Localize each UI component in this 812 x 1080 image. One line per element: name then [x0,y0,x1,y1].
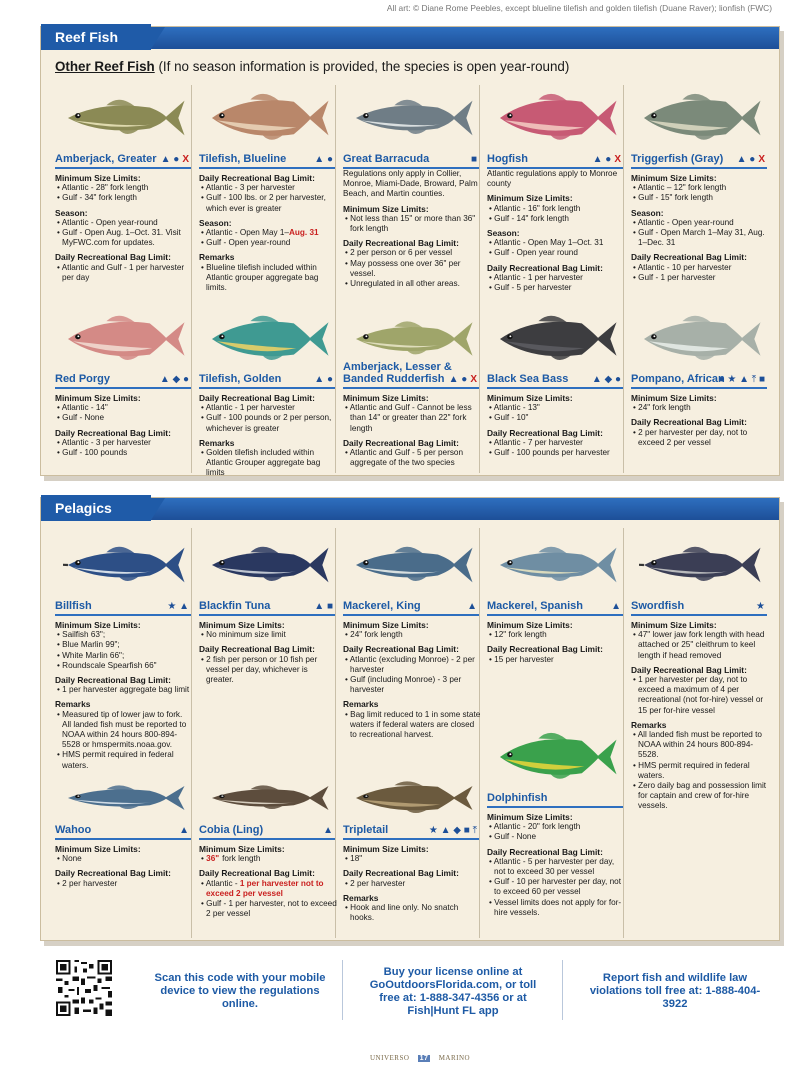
fish-illustration [495,536,619,599]
field-heading: Remarks [199,437,235,448]
field-heading: Daily Recreational Bag Limit: [55,675,171,686]
field-heading: Minimum Size Limits: [55,173,141,183]
regulation-icons: ★ ▲ [167,601,189,612]
art-credit: All art: © Diane Rome Peebles, except blueline tilefish and golden tilefish (Duane Raver); lionfish (FWC) [386,3,772,13]
bullet-item: • Atlantic - Open May 1–Aug. 31 [199,228,337,238]
field-heading: Minimum Size Limits: [343,620,429,630]
bullet-item: • Unregulated in all other areas. [343,279,481,289]
bullet-item: • 24" fork length [343,630,481,640]
field-heading: Minimum Size Limits: [631,173,717,183]
field-heading: Daily Recreational Bag Limit: [55,252,171,263]
bullet-item: • Gulf - Open year round [487,248,625,258]
fish-illustration [639,536,763,599]
section-subheading: Other Reef Fish (If no season information is provided, the species is open year-round) [55,59,570,74]
fish-illustration [495,728,619,791]
species-name: Great Barracuda [343,153,430,165]
species-name: Mackerel, Spanish [487,600,583,612]
species-name: Mackerel, King [343,600,421,612]
bullet-item: • HMS permit required in federal waters. [55,750,193,770]
closed-season-icon: X [614,154,621,165]
species-name: Pompano, African [631,373,725,385]
field-heading: Remarks [199,252,235,263]
regulation-icons: ▲ ● X [592,154,621,165]
fish-illustration [207,536,331,599]
bullet-item: • Golden tilefish included within Atlantic Grouper aggregate bag limits [199,448,337,479]
regulation-icons: ▲ [467,601,477,612]
regulation-details [55,389,193,458]
bullet-item: • Atlantic - Open year-round [631,218,769,228]
regulation-details [55,840,193,889]
field-heading: Daily Recreational Bag Limit: [343,868,459,879]
field-heading: Daily Recreational Bag Limit: [199,644,315,655]
species-name: Hogfish [487,153,528,165]
species-name: Dolphinfish [487,792,548,804]
field-heading: Remarks [343,892,379,903]
qr-code[interactable] [54,958,114,1018]
bullet-item: • Atlantic - 3 per harvester [55,438,193,448]
field-heading: Minimum Size Limits: [343,203,429,214]
bullet-item: • Atlantic - 1 per harvester [199,403,337,413]
bullet-item: • Sailfish 63"; [55,630,193,640]
field-heading: Minimum Size Limits: [55,393,141,403]
field-heading: Season: [199,217,232,228]
fish-illustration [63,536,187,599]
closed-season-icon: X [470,374,477,385]
pelagics-panel [40,497,780,941]
fish-illustration [63,778,187,823]
fish-illustration [351,778,475,823]
regulation-details [487,169,625,293]
field-heading: Daily Recreational Bag Limit: [631,664,747,675]
bullet-item: • Gulf - Open March 1–May 31, Aug. 1–Dec. 31 [631,228,769,248]
regulation-details [343,616,481,740]
bullet-item: • Gulf - 100 lbs. or 2 per harvester, which ever is greater [199,193,337,213]
bullet-item: • Gulf - None [487,832,625,842]
field-heading: Minimum Size Limits: [55,620,141,630]
scan-instructions: Scan this code with your mobile device to view the regulations online. [154,972,326,1010]
bullet-item: • 36" fork length [199,854,337,864]
field-heading: Minimum Size Limits: [199,620,285,630]
field-heading: Remarks [343,699,379,710]
bullet-item: • Gulf - 1 per harvester [631,273,769,283]
species-name: Black Sea Bass [487,373,569,385]
field-heading: Daily Recreational Bag Limit: [631,252,747,263]
footer [40,956,780,1030]
bullet-item: • Not less than 15" or more than 36" fork length [343,214,481,234]
field-heading: Minimum Size Limits: [343,844,429,854]
bullet-item: • Atlantic - 3 per harvester [199,183,337,193]
regulation-details [487,808,625,918]
species-name: Cobia (Ling) [199,824,264,836]
field-heading: Remarks [631,719,667,730]
regulation-icons: ▲ [611,601,621,612]
bullet-item: • Atlantic - 5 per harvester per day, not to exceed 30 per vessel [487,857,625,877]
species-name: Red Porgy [55,373,111,385]
field-heading: Minimum Size Limits: [487,812,573,822]
bullet-item: • 2 fish per person or 10 fish per vessel per day, whichever is greater. [199,655,337,686]
field-heading: Daily Recreational Bag Limit: [343,437,459,448]
regulation-icons: ▲ ● X [448,374,477,385]
field-heading: Daily Recreational Bag Limit: [55,868,171,879]
bullet-item: • Gulf - 100 pounds [55,448,193,458]
field-heading: Season: [487,228,520,239]
regulation-icons: ● ★ ▲ ⤒ ■ [718,374,765,385]
bullet-item: • Blue Marlin 99"; [55,640,193,650]
field-heading: Remarks [55,699,91,710]
regulation-icons: ★ [756,601,765,612]
regulation-icons: ▲ [323,825,333,836]
bullet-item: • 18" [343,854,481,864]
regulation-details [55,616,193,771]
regulation-icons: ★ ▲ ◆ ■ ⤒ [428,825,477,836]
bullet-item: • Atlantic - 1 per harvester not to exceed 2 per vessel [199,879,337,899]
bullet-item: • 2 per person or 6 per vessel [343,248,481,258]
regulation-details [199,169,337,293]
regulation-icons: ▲ [179,825,189,836]
bullet-item: • 15 per harvester [487,655,625,665]
bullet-item: • Gulf - 100 pounds or 2 per person, whichever is greater [199,413,337,433]
species-name: Tripletail [343,824,389,836]
field-heading: Daily Recreational Bag Limit: [487,644,603,655]
bullet-item: • Atlantic - 14" [55,403,193,413]
bullet-item: • Atlantic and Gulf - 1 per harvester per day [55,263,193,283]
bullet-item: • Atlantic - 13" [487,403,625,413]
page-number: 17 [419,1055,429,1062]
field-heading: Daily Recreational Bag Limit: [55,427,171,438]
fish-illustration [495,89,619,152]
bullet-item: • White Marlin 66"; [55,651,193,661]
regulation-details [343,389,481,468]
bullet-item: • Gulf - 5 per harvester [487,283,625,293]
fish-illustration [207,89,331,152]
closed-season-icon: X [182,154,189,165]
bullet-item: • Atlantic and Gulf - 5 per person aggregate of the two species [343,448,481,468]
fish-illustration [351,89,475,152]
bullet-item: • Gulf - 15" fork length [631,193,769,203]
field-heading: Daily Recreational Bag Limit: [631,417,747,428]
bullet-item: • Blueline tilefish included within Atlantic grouper aggregate bag limits. [199,263,337,294]
bullet-item: • Roundscale Spearfish 66" [55,661,193,671]
species-name: Blackfin Tuna [199,600,271,612]
bullet-item: • Gulf - 10 per harvester per day, not to exceed 60 per vessel [487,877,625,897]
field-heading: Minimum Size Limits: [487,393,573,403]
bullet-item: • All landed fish must be reported to NOAA within 24 hours 800-894-5528. [631,730,769,761]
bullet-item: • 1 per harvester per day, not to exceed a maximum of 4 per recreational (not for-hire) vessel or 15 per for-hire vessel [631,675,769,716]
field-heading: Minimum Size Limits: [55,844,141,854]
license-info: Buy your license online at GoOutdoorsFlorida.com, or toll free at: 1-888-347-4356 or at Fish|Hunt FL app [369,966,537,1017]
bullet-item: • Atlantic - 7 per harvester [487,438,625,448]
bullet-item: • Atlantic - 16" fork length [487,204,625,214]
regulation-icons: ▲ ■ [314,601,333,612]
field-heading: Daily Recreational Bag Limit: [487,846,603,857]
bullet-item: • None [55,854,193,864]
field-heading: Minimum Size Limits: [343,393,429,403]
regulation-details [487,616,625,665]
bullet-item: • HMS permit required in federal waters. [631,761,769,781]
bullet-item: • 2 per harvester [55,879,193,889]
regulation-icons: ▲ ● [314,374,333,385]
bullet-item: • 1 per harvester aggregate bag limit [55,685,193,695]
regulation-details [199,389,337,479]
field-heading: Minimum Size Limits: [631,393,717,403]
regulation-details [343,169,481,289]
bullet-item: • 47" lower jaw fork length with head attached or 25" cleithrum to keel length if head removed [631,630,769,661]
bullet-item: • Atlantic - 20" fork length [487,822,625,832]
bullet-item: • Hook and line only. No snatch hooks. [343,903,481,923]
regulation-details [631,616,769,812]
regulation-icons: ▲ ● X [736,154,765,165]
field-heading: Minimum Size Limits: [199,844,285,854]
species-name: Triggerfish (Gray) [631,153,724,165]
bullet-item: • Atlantic - 10 per harvester [631,263,769,273]
species-name: Wahoo [55,824,92,836]
report-violations: Report fish and wildlife law violations toll free at: 1-888-404-3922 [589,972,761,1010]
bullet-item: • Gulf - 34" fork length [55,193,193,203]
bullet-item: • Measured tip of lower jaw to fork. All landed fish must be reported to NOAA within 24 hours 800-894-5528 or hmspermits.noaa.gov. [55,710,193,751]
bullet-item: • Gulf - Open Aug. 1–Oct. 31. Visit MyFWC.com for updates. [55,228,193,248]
species-name: Swordfish [631,600,685,612]
field-heading: Daily Recreational Bag Limit: [343,644,459,655]
bullet-item: • Gulf - 100 pounds per harvester [487,448,625,458]
fish-illustration [63,311,187,372]
publisher-logo: UNIVERSO 17 MARINO [370,1054,471,1062]
bullet-item: • May possess one over 36" per vessel. [343,259,481,279]
fish-illustration [351,536,475,599]
fish-illustration [639,89,763,152]
reef-fish-panel [40,26,780,476]
regulation-details [199,840,337,919]
bullet-item: • Atlantic - Open year-round [55,218,193,228]
bullet-item: • Gulf (including Monroe) - 3 per harvester [343,675,481,695]
note-text: Regulations only apply in Collier, Monroe, Miami-Dade, Broward, Palm Beach, and Martin counties. [343,169,478,199]
field-heading: Minimum Size Limits: [487,193,573,204]
field-heading: Season: [631,207,664,218]
section-title-pelagics: Pelagics [55,500,112,516]
species-name: Amberjack, Greater [55,153,157,165]
bullet-item: • Atlantic and Gulf - Cannot be less than 14" or greater than 22" fork length [343,403,481,434]
note-text: Atlantic regulations apply to Monroe county [487,169,618,189]
section-title-reef: Reef Fish [55,29,119,45]
species-name: Billfish [55,600,92,612]
bullet-item: • Atlantic - Open May 1–Oct. 31 [487,238,625,248]
bullet-item: • Atlantic – 12" fork length [631,183,769,193]
bullet-item: • Gulf - 14" fork length [487,214,625,224]
regulation-details [631,169,769,283]
regulation-details [631,389,769,448]
fish-illustration [495,311,619,372]
field-heading: Minimum Size Limits: [631,620,717,630]
bullet-item: • 2 per harvester per day, not to exceed 2 per vessel [631,428,769,448]
bullet-item: • Gulf - 1 per harvester, not to exceed 2 per vessel [199,899,337,919]
regulation-details [199,616,337,685]
regulation-details [343,840,481,923]
regulation-icons: ▲ ● X [160,154,189,165]
fish-illustration [639,311,763,372]
bullet-item: • Gulf - 10" [487,413,625,423]
species-name: Amberjack, Lesser & Banded Rudderfish [343,361,452,385]
bullet-item: • Vessel limits does not apply for for-hire vessels. [487,898,625,918]
bullet-item: • Bag limit reduced to 1 in some state waters if federal waters are closed to recreational harvest. [343,710,481,741]
field-heading: Season: [55,207,88,218]
fish-illustration [63,89,187,152]
bullet-item: • Atlantic - 28" fork length [55,183,193,193]
bullet-item: • Atlantic (excluding Monroe) - 2 per harvester [343,655,481,675]
species-name: Tilefish, Golden [199,373,282,385]
bullet-item: • Gulf - Open year-round [199,238,337,248]
bullet-item: • 24" fork length [631,403,769,413]
field-heading: Minimum Size Limits: [487,620,573,630]
regulation-details [487,389,625,458]
regulation-icons: ▲ ● [314,154,333,165]
fish-illustration [207,311,331,372]
bullet-item: • No minimum size limit [199,630,337,640]
field-heading: Daily Recreational Bag Limit: [343,238,459,249]
field-heading: Daily Recreational Bag Limit: [199,393,315,403]
regulation-icons: ■ [470,154,477,165]
bullet-item: • 2 per harvester [343,879,481,889]
regulation-details [55,169,193,283]
field-heading: Daily Recreational Bag Limit: [199,868,315,879]
regulation-icons: ▲ ◆ ● [159,374,189,385]
species-name: Tilefish, Blueline [199,153,287,165]
bullet-item: • Zero daily bag and possession limit for captain and crew of for-hire vessels. [631,781,769,812]
bullet-item: • Gulf - None [55,413,193,423]
fish-illustration [207,778,331,823]
field-heading: Daily Recreational Bag Limit: [487,262,603,273]
closed-season-icon: X [758,154,765,165]
bullet-item: • Atlantic - 1 per harvester [487,273,625,283]
bullet-item: • 12" fork length [487,630,625,640]
field-heading: Daily Recreational Bag Limit: [199,173,315,183]
regulation-icons: ▲ ◆ ● [591,374,621,385]
field-heading: Daily Recreational Bag Limit: [487,427,603,438]
